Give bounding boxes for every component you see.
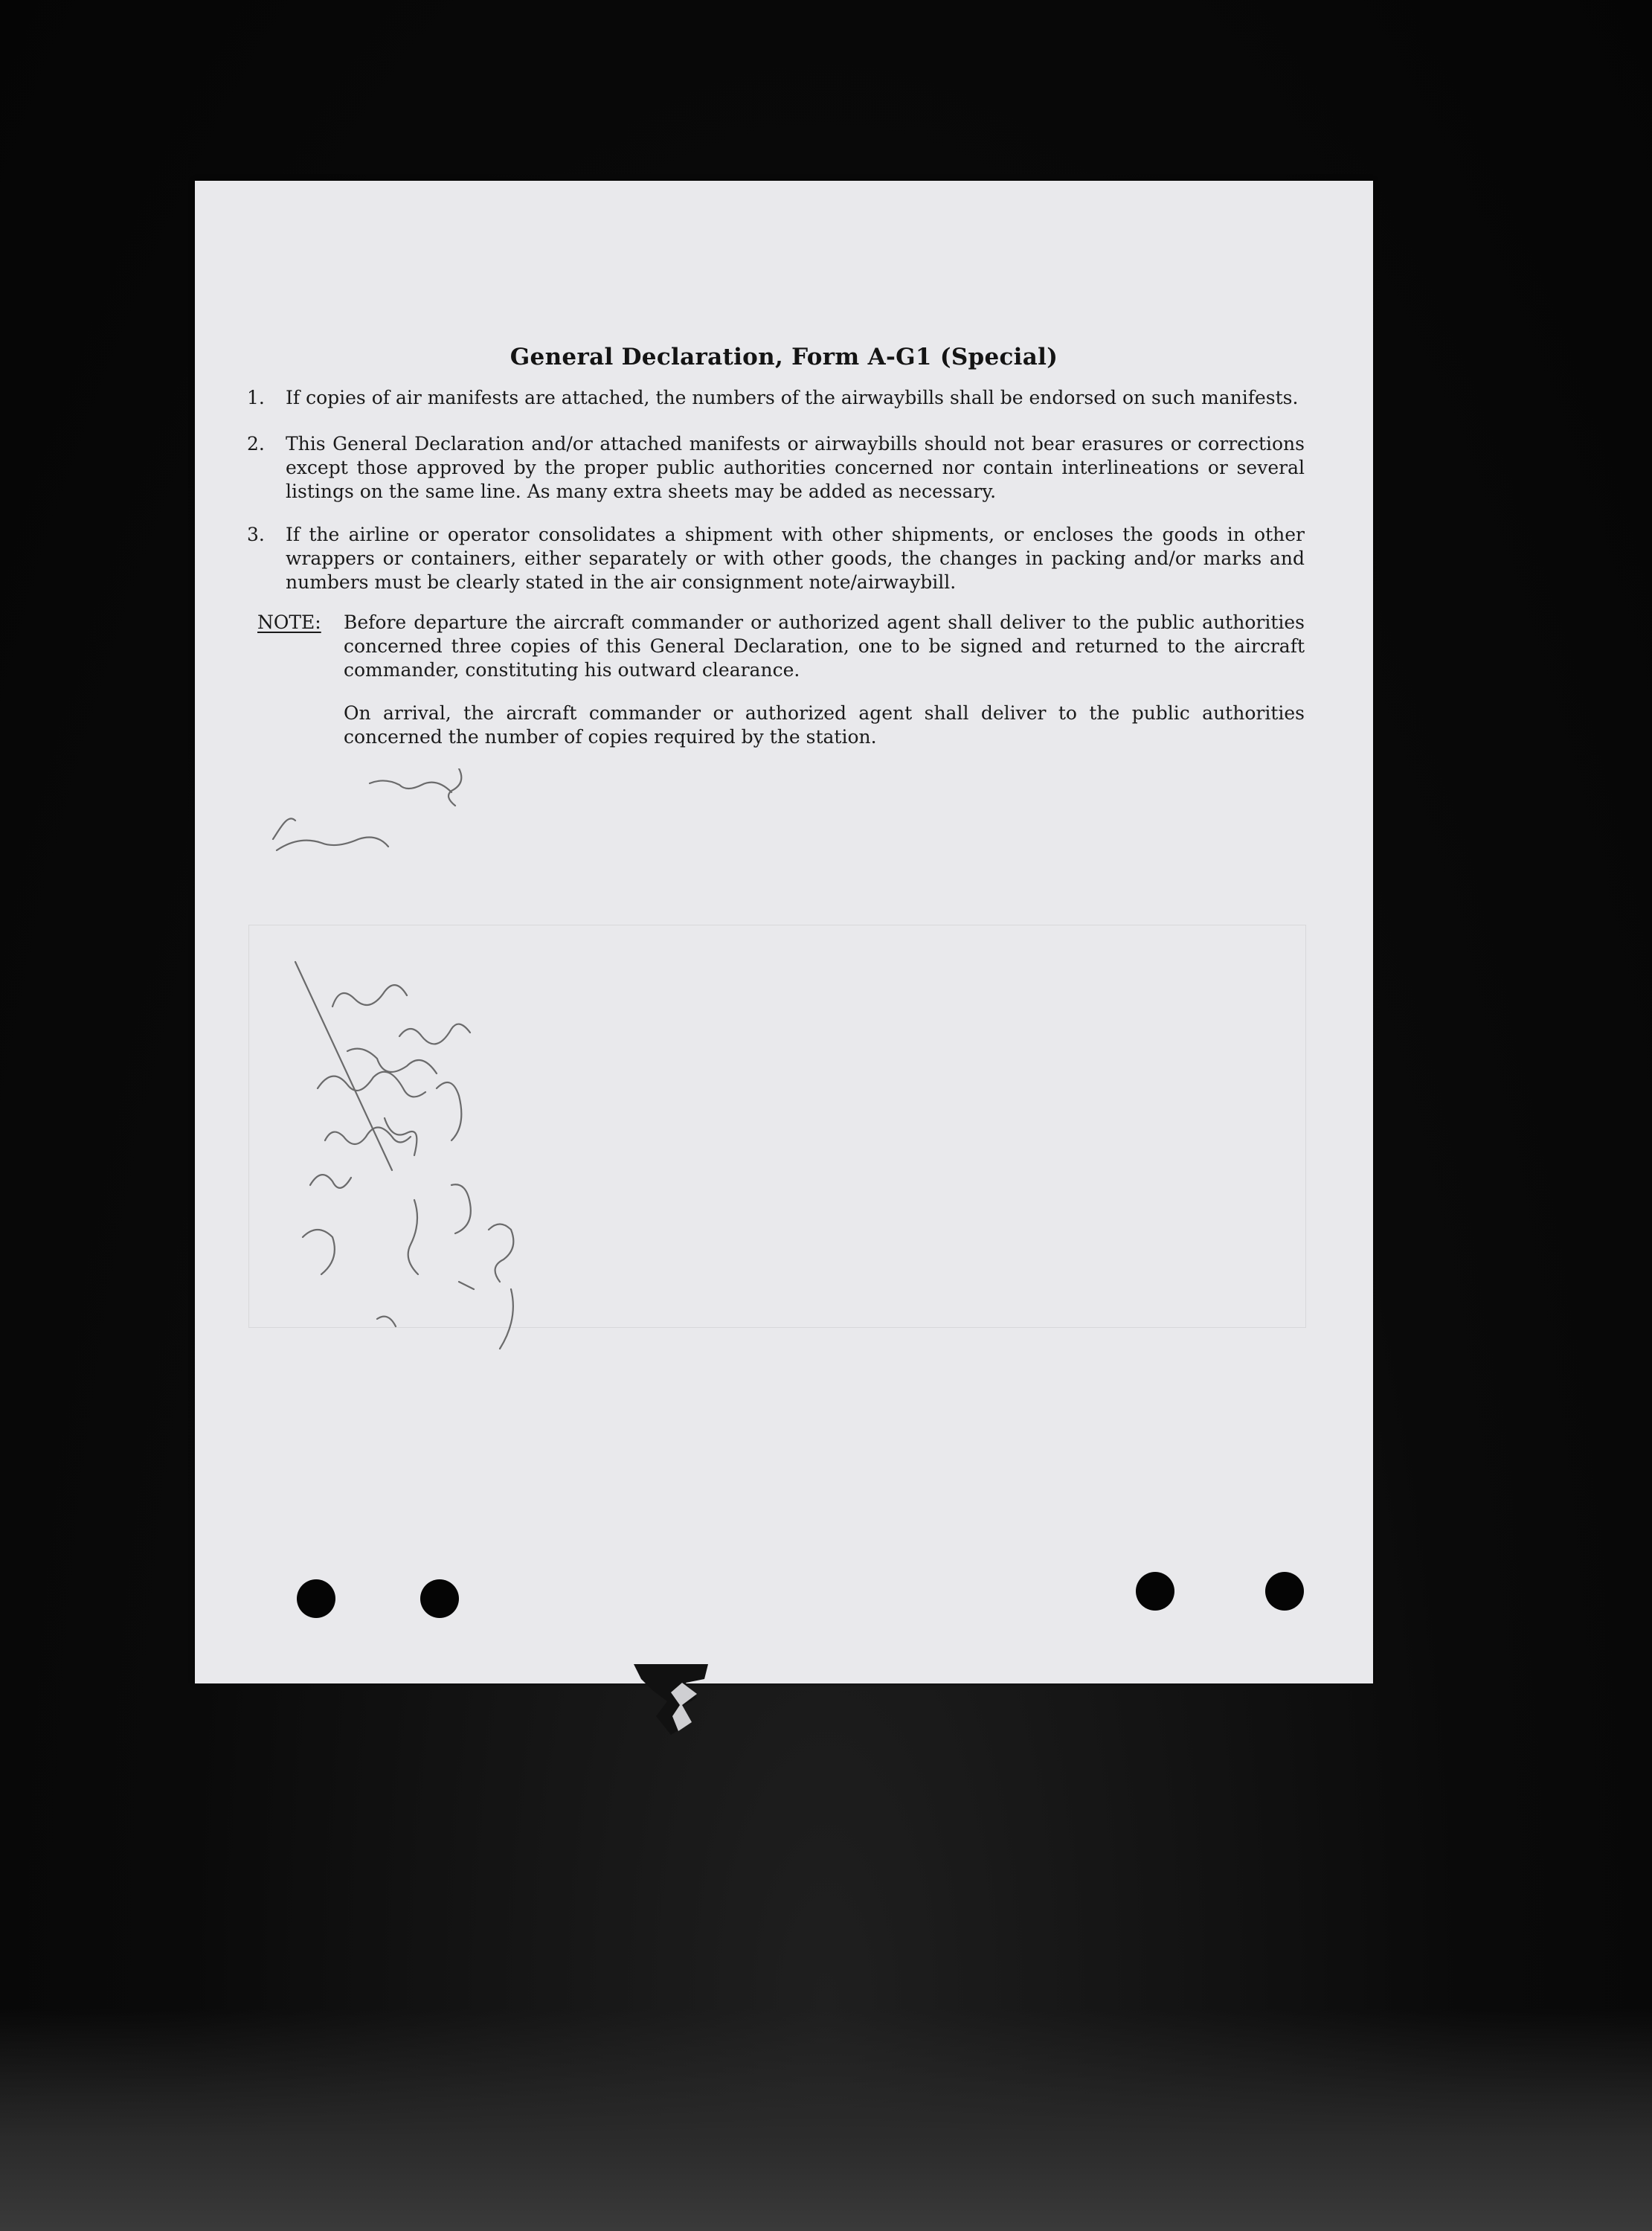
item-3-number: 3. [247, 524, 265, 545]
punch-hole-left-1 [297, 1579, 335, 1618]
handwritten-signature-marks [266, 768, 652, 1371]
punch-hole-right-2 [1265, 1572, 1304, 1611]
note-label: NOTE: [257, 611, 321, 633]
document-page [195, 181, 1373, 1683]
item-3-text: If the airline or operator consolidates a shipment with other shipments, or encloses the goods in other wrappers or containers, either separately or with other goods, the changes in packing and/or marks and numbers must be clearly stated in the air consignment note/airwaybill. [286, 524, 1305, 593]
punch-hole-right-1 [1136, 1572, 1174, 1611]
punch-hole-left-2 [420, 1579, 459, 1618]
note-paragraph-1: Before departure the aircraft commander or authorized agent shall deliver to the public authorities concerned three copies of this General Declaration, one to be signed and returned to the aircraft commander, constituting his outward clearance. [344, 611, 1305, 681]
scan-lower-shadow [0, 2009, 1652, 2231]
page-title: General Declaration, Form A-G1 (Special) [510, 343, 1058, 370]
item-1-text: If copies of air manifests are attached, the numbers of the airwaybills shall be endorsed on such manifests. [286, 387, 1299, 408]
torn-paper-fragment [626, 1664, 730, 1739]
note-paragraph-2: On arrival, the aircraft commander or authorized agent shall deliver to the public authorities concerned the number of copies required by the station. [344, 702, 1305, 748]
item-1-number: 1. [247, 387, 265, 408]
item-2-number: 2. [247, 433, 265, 455]
item-2-text: This General Declaration and/or attached manifests or airwaybills should not bear erasures or corrections except those approved by the proper public authorities concerned nor contain interlineations or several listings on the same line. As many extra sheets may be added as necessary. [286, 433, 1305, 502]
